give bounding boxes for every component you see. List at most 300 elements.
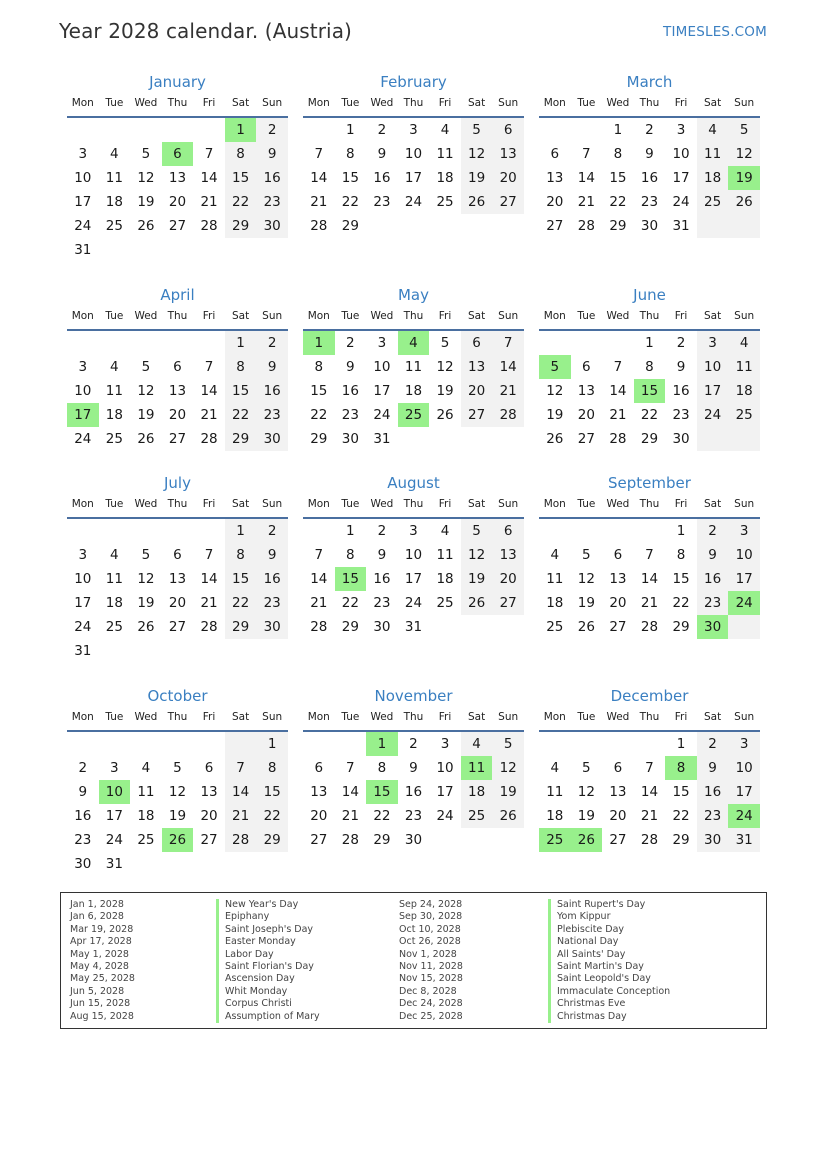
month-october — [67, 685, 288, 876]
day-cell: 20 — [310, 808, 328, 824]
month-september — [539, 472, 760, 639]
legend-date: Jun 15, 2028 — [70, 998, 131, 1010]
day-cell: 30 — [341, 431, 359, 447]
legend-date: May 25, 2028 — [70, 973, 135, 985]
weekday-label: Sun — [734, 310, 755, 322]
day-cell: 18 — [105, 595, 123, 611]
day-cell: 27 — [168, 431, 187, 447]
empty-day-cell — [697, 214, 729, 238]
day-cell: 18 — [697, 166, 729, 190]
week-row — [67, 852, 288, 876]
weekday-label: Tue — [577, 711, 596, 723]
legend-holiday-name: Ascension Day — [216, 973, 320, 985]
day-cell: 20 — [609, 595, 627, 611]
empty-day-cell — [539, 519, 571, 543]
day-grid — [67, 331, 288, 451]
weekday-label: Wed — [370, 97, 394, 109]
week-row — [67, 519, 288, 543]
holiday-day-cell: 24 — [728, 591, 760, 615]
empty-day-cell — [193, 238, 225, 262]
weekday-label: Fri — [202, 97, 216, 109]
day-cell: 18 — [546, 595, 564, 611]
day-cell: 18 — [436, 571, 454, 587]
day-cell: 8 — [377, 760, 387, 776]
day-cell: 23 — [373, 194, 391, 210]
weekday-label: Thu — [403, 310, 424, 322]
day-cell: 10 — [436, 760, 454, 776]
legend-holiday-name: Saint Leopold's Day — [548, 973, 670, 985]
day-cell: 9 — [256, 543, 288, 567]
day-cell: 23 — [640, 194, 659, 210]
weekday-label: Wed — [134, 498, 158, 510]
week-row — [539, 804, 760, 828]
day-cell: 19 — [577, 808, 595, 824]
empty-day-cell — [492, 828, 524, 852]
day-cell: 5 — [141, 547, 151, 563]
legend-holiday-name: Saint Martin's Day — [548, 961, 670, 973]
empty-day-cell — [193, 852, 225, 876]
day-cell: 24 — [697, 403, 729, 427]
day-cell: 16 — [373, 571, 391, 587]
weekday-label: Fri — [438, 97, 452, 109]
holiday-day-cell: 25 — [539, 828, 571, 852]
empty-day-cell — [303, 519, 335, 543]
week-row — [67, 190, 288, 214]
empty-day-cell — [67, 118, 99, 142]
day-cell: 7 — [613, 359, 623, 375]
day-cell: 21 — [609, 407, 627, 423]
day-cell: 30 — [256, 615, 288, 639]
day-cell: 15 — [310, 383, 328, 399]
day-cell: 1 — [676, 736, 686, 752]
weekday-label: Wed — [606, 711, 630, 723]
weekday-label: Thu — [403, 498, 424, 510]
day-grid — [67, 732, 288, 876]
day-cell: 17 — [672, 170, 690, 186]
day-cell: 12 — [461, 142, 493, 166]
day-cell: 22 — [256, 804, 288, 828]
day-cell: 11 — [105, 383, 123, 399]
empty-day-cell — [162, 238, 194, 262]
month-april — [67, 284, 288, 451]
day-cell: 21 — [310, 194, 328, 210]
day-cell: 3 — [78, 547, 88, 563]
day-cell: 7 — [314, 146, 324, 162]
day-cell: 13 — [577, 383, 595, 399]
day-cell: 4 — [697, 118, 729, 142]
day-cell: 29 — [672, 619, 690, 635]
weekday-header — [539, 93, 760, 113]
holiday-day-cell: 4 — [398, 331, 430, 355]
day-cell: 4 — [550, 547, 560, 563]
day-cell: 28 — [200, 431, 218, 447]
day-cell: 14 — [640, 784, 659, 800]
day-cell: 16 — [373, 170, 391, 186]
week-row — [303, 780, 524, 804]
weekday-label: Thu — [639, 310, 660, 322]
day-cell: 12 — [137, 571, 155, 587]
day-cell: 27 — [168, 218, 187, 234]
day-cell: 2 — [78, 760, 88, 776]
day-cell: 2 — [256, 331, 288, 355]
empty-day-cell — [571, 519, 603, 543]
day-cell: 25 — [728, 403, 760, 427]
weekday-label: Fri — [438, 310, 452, 322]
empty-day-cell — [335, 732, 367, 756]
empty-day-cell — [602, 519, 634, 543]
weekday-label: Sun — [734, 97, 755, 109]
day-cell: 5 — [582, 547, 591, 563]
weekday-header — [539, 707, 760, 727]
day-cell: 19 — [461, 166, 493, 190]
weekday-label: Tue — [577, 97, 596, 109]
day-cell: 5 — [440, 335, 450, 351]
day-cell: 29 — [225, 427, 257, 451]
legend-holiday-name: Epiphany — [216, 911, 320, 923]
day-grid — [303, 331, 524, 451]
month-title: November — [374, 687, 453, 705]
day-cell: 6 — [314, 760, 324, 776]
day-cell: 6 — [550, 146, 560, 162]
week-row — [539, 355, 760, 379]
day-cell: 23 — [341, 407, 359, 423]
legend-date: Nov 15, 2028 — [399, 973, 463, 985]
day-cell: 12 — [436, 359, 454, 375]
day-cell: 25 — [105, 218, 123, 234]
day-cell: 6 — [613, 760, 623, 776]
day-cell: 21 — [310, 595, 328, 611]
month-march — [539, 71, 760, 238]
day-cell: 22 — [672, 595, 690, 611]
week-row — [303, 190, 524, 214]
month-february — [303, 71, 524, 238]
day-cell: 5 — [141, 359, 151, 375]
day-cell: 8 — [346, 547, 355, 563]
empty-day-cell — [130, 331, 162, 355]
day-cell: 14 — [609, 383, 627, 399]
day-cell: 28 — [609, 431, 627, 447]
day-cell: 14 — [200, 571, 218, 587]
weekday-header — [303, 306, 524, 326]
day-cell: 10 — [728, 543, 760, 567]
day-cell: 27 — [200, 832, 218, 848]
weekday-label: Wed — [606, 97, 630, 109]
day-cell: 26 — [461, 190, 493, 214]
day-cell: 14 — [640, 571, 659, 587]
empty-day-cell — [67, 732, 99, 756]
weekday-label: Fri — [674, 498, 688, 510]
day-cell: 26 — [461, 591, 493, 615]
weekday-label: Sun — [498, 97, 519, 109]
holiday-day-cell: 8 — [665, 756, 697, 780]
day-cell: 13 — [609, 571, 627, 587]
holiday-day-cell: 10 — [99, 780, 131, 804]
week-row — [303, 214, 524, 238]
day-cell: 16 — [640, 170, 659, 186]
weekday-label: Fri — [674, 711, 688, 723]
month-june — [539, 284, 760, 451]
day-cell: 25 — [137, 832, 155, 848]
day-cell: 28 — [225, 828, 257, 852]
empty-day-cell — [539, 118, 571, 142]
day-cell: 19 — [546, 407, 564, 423]
week-row — [539, 214, 760, 238]
day-cell: 18 — [546, 808, 564, 824]
day-cell: 31 — [672, 218, 690, 234]
month-august — [303, 472, 524, 639]
day-cell: 11 — [728, 355, 760, 379]
day-cell: 3 — [377, 335, 387, 351]
legend-holiday-name: Saint Rupert's Day — [548, 899, 670, 911]
weekday-label: Fri — [438, 498, 452, 510]
day-cell: 10 — [74, 571, 92, 587]
legend-date: Jun 5, 2028 — [70, 985, 125, 997]
weekday-label: Thu — [167, 97, 188, 109]
day-cell: 26 — [728, 190, 760, 214]
day-cell: 9 — [78, 784, 88, 800]
legend-date: Nov 1, 2028 — [399, 948, 457, 960]
day-cell: 24 — [404, 194, 423, 210]
weekday-label: Sat — [467, 498, 486, 510]
day-cell: 1 — [676, 523, 686, 539]
week-row — [539, 615, 760, 639]
day-cell: 21 — [200, 194, 218, 210]
day-cell: 21 — [492, 379, 524, 403]
day-cell: 15 — [341, 170, 359, 186]
day-cell: 3 — [440, 736, 450, 752]
month-january — [67, 71, 288, 262]
day-cell: 5 — [141, 146, 151, 162]
day-cell: 10 — [74, 383, 92, 399]
day-cell: 27 — [609, 619, 627, 635]
day-cell: 6 — [613, 547, 623, 563]
day-cell: 6 — [492, 118, 524, 142]
legend-date: Jan 6, 2028 — [70, 911, 124, 923]
day-cell: 11 — [436, 547, 454, 563]
day-cell: 26 — [137, 218, 155, 234]
day-cell: 9 — [256, 355, 288, 379]
day-cell: 1 — [225, 519, 257, 543]
empty-day-cell — [130, 852, 162, 876]
weekday-label: Sun — [498, 498, 519, 510]
day-cell: 27 — [168, 619, 187, 635]
week-row — [539, 780, 760, 804]
empty-day-cell — [130, 238, 162, 262]
day-cell: 17 — [373, 383, 391, 399]
weekday-label: Wed — [370, 498, 394, 510]
day-cell: 8 — [346, 146, 355, 162]
day-cell: 15 — [225, 567, 257, 591]
day-cell: 22 — [341, 595, 359, 611]
weekday-header — [539, 494, 760, 514]
day-cell: 16 — [256, 567, 288, 591]
empty-day-cell — [99, 519, 131, 543]
day-cell: 2 — [409, 736, 418, 752]
day-grid — [303, 118, 524, 238]
empty-day-cell — [130, 519, 162, 543]
day-cell: 26 — [546, 431, 564, 447]
day-cell: 6 — [582, 359, 591, 375]
day-cell: 11 — [404, 359, 423, 375]
day-cell: 1 — [346, 122, 355, 138]
day-grid — [539, 118, 760, 238]
empty-day-cell — [571, 118, 603, 142]
legend-dates-column-1 — [70, 899, 135, 1023]
day-cell: 28 — [640, 832, 659, 848]
day-cell: 19 — [168, 808, 187, 824]
day-cell: 26 — [137, 619, 155, 635]
day-cell: 3 — [728, 732, 760, 756]
weekday-label: Thu — [639, 97, 660, 109]
empty-day-cell — [634, 519, 666, 543]
day-grid — [303, 519, 524, 639]
day-cell: 28 — [310, 218, 328, 234]
week-row — [67, 543, 288, 567]
day-cell: 16 — [256, 166, 288, 190]
weekday-label: Sat — [231, 97, 250, 109]
day-grid — [67, 519, 288, 663]
empty-day-cell — [492, 615, 524, 639]
day-cell: 7 — [225, 756, 257, 780]
week-row — [303, 828, 524, 852]
day-cell: 30 — [373, 619, 391, 635]
day-cell: 31 — [105, 856, 123, 872]
weekday-label: Mon — [307, 310, 330, 322]
weekday-label: Thu — [167, 310, 188, 322]
day-cell: 20 — [168, 595, 187, 611]
day-cell: 4 — [110, 547, 119, 563]
day-cell: 4 — [141, 760, 151, 776]
day-cell: 31 — [74, 643, 92, 659]
day-cell: 10 — [404, 146, 423, 162]
site-link[interactable]: TIMESLES.COM — [663, 24, 767, 40]
day-cell: 16 — [341, 383, 359, 399]
legend-holiday-name: Immaculate Conception — [548, 986, 670, 998]
empty-day-cell — [461, 427, 493, 451]
legend-date: Dec 25, 2028 — [399, 1010, 463, 1022]
day-cell: 17 — [728, 567, 760, 591]
day-cell: 5 — [461, 118, 493, 142]
month-title: April — [160, 286, 195, 304]
empty-day-cell — [728, 427, 760, 451]
day-grid — [539, 732, 760, 852]
week-row — [539, 543, 760, 567]
month-title: May — [397, 286, 429, 304]
day-cell: 25 — [546, 619, 564, 635]
legend-date: Apr 17, 2028 — [70, 936, 132, 948]
day-cell: 18 — [105, 194, 123, 210]
day-cell: 14 — [310, 170, 328, 186]
legend-holiday-name: All Saints' Day — [548, 949, 670, 961]
weekday-label: Mon — [307, 97, 330, 109]
weekday-label: Fri — [202, 310, 216, 322]
day-cell: 22 — [225, 591, 257, 615]
day-cell: 12 — [577, 571, 595, 587]
legend-names-column-1 — [216, 899, 320, 1023]
day-cell: 21 — [640, 595, 659, 611]
empty-day-cell — [130, 118, 162, 142]
weekday-label: Sat — [467, 97, 486, 109]
weekday-label: Wed — [370, 711, 394, 723]
day-cell: 17 — [404, 571, 423, 587]
month-title: January — [149, 73, 206, 91]
day-cell: 27 — [461, 403, 493, 427]
day-cell: 24 — [672, 194, 690, 210]
day-cell: 26 — [492, 804, 524, 828]
week-row — [67, 756, 288, 780]
holiday-day-cell: 30 — [697, 615, 729, 639]
weekday-header — [67, 93, 288, 113]
day-cell: 29 — [672, 832, 690, 848]
day-cell: 12 — [492, 756, 524, 780]
week-row — [303, 142, 524, 166]
weekday-label: Tue — [341, 711, 360, 723]
legend-date: Oct 10, 2028 — [399, 923, 461, 935]
day-cell: 2 — [676, 335, 686, 351]
holiday-day-cell: 15 — [335, 567, 367, 591]
day-cell: 4 — [550, 760, 560, 776]
weekday-label: Mon — [543, 97, 566, 109]
day-cell: 29 — [225, 615, 257, 639]
day-cell: 21 — [200, 407, 218, 423]
day-cell: 3 — [409, 523, 418, 539]
day-cell: 21 — [341, 808, 359, 824]
day-cell: 15 — [225, 166, 257, 190]
day-cell: 18 — [404, 383, 423, 399]
weekday-label: Tue — [105, 97, 124, 109]
legend-date: Oct 26, 2028 — [399, 936, 461, 948]
weekday-label: Thu — [167, 711, 188, 723]
day-cell: 18 — [728, 379, 760, 403]
weekday-label: Sat — [703, 498, 722, 510]
empty-day-cell — [225, 639, 257, 663]
legend-date: Nov 11, 2028 — [399, 961, 463, 973]
day-cell: 29 — [609, 218, 627, 234]
day-cell: 2 — [346, 335, 355, 351]
day-cell: 7 — [346, 760, 355, 776]
day-cell: 2 — [377, 122, 387, 138]
day-cell: 9 — [697, 543, 729, 567]
weekday-label: Sun — [262, 310, 283, 322]
day-cell: 8 — [225, 543, 257, 567]
holiday-day-cell: 15 — [366, 780, 398, 804]
weekday-label: Wed — [134, 310, 158, 322]
weekday-label: Sat — [703, 97, 722, 109]
empty-day-cell — [429, 427, 461, 451]
day-cell: 5 — [582, 760, 591, 776]
day-grid — [303, 732, 524, 852]
holiday-day-cell: 25 — [398, 403, 430, 427]
day-cell: 25 — [436, 194, 454, 210]
day-cell: 22 — [640, 407, 659, 423]
week-row — [539, 732, 760, 756]
day-cell: 26 — [577, 619, 595, 635]
weekday-header — [539, 306, 760, 326]
day-cell: 10 — [728, 756, 760, 780]
holiday-day-cell: 1 — [366, 732, 398, 756]
day-cell: 26 — [436, 407, 454, 423]
weekday-label: Tue — [105, 310, 124, 322]
week-row — [539, 567, 760, 591]
empty-day-cell — [461, 615, 493, 639]
weekday-label: Tue — [105, 711, 124, 723]
week-row — [67, 732, 288, 756]
day-cell: 24 — [404, 595, 423, 611]
week-row — [67, 214, 288, 238]
month-may — [303, 284, 524, 451]
day-cell: 10 — [672, 146, 690, 162]
day-cell: 3 — [728, 519, 760, 543]
